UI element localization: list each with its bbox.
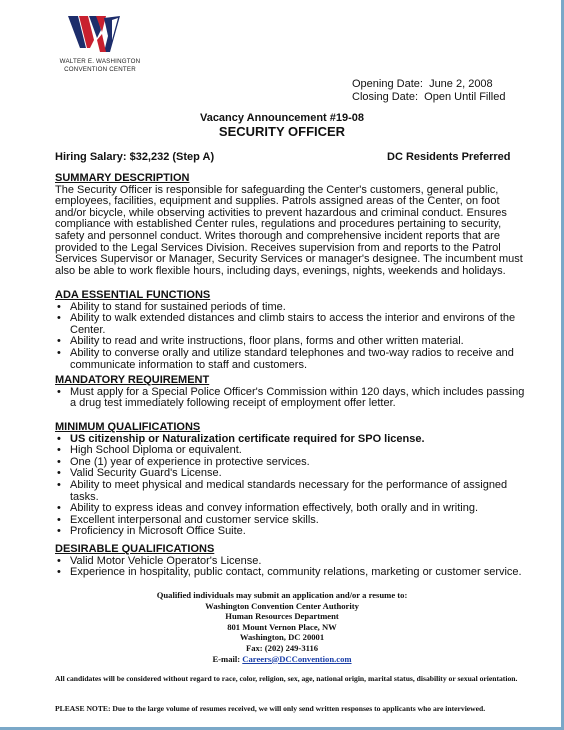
contact-dept: Human Resources Department	[225, 611, 339, 622]
list-item: • Ability to express ideas and convey information effectively, both orally and in writing.	[55, 503, 525, 515]
list-item: • Valid Security Guard's License.	[55, 468, 525, 480]
mandatory-heading: MANDATORY REQUIREMENT	[55, 374, 210, 386]
mandatory-list	[55, 387, 525, 410]
email-link[interactable]: Careers@DCConvention.com	[242, 653, 352, 664]
contact-fax: Fax: (202) 249-3116	[245, 642, 319, 653]
equal-opportunity-statement: All candidates will be considered without regard to race, color, religion, sex, age, national origin, marital status, disability or sexual orientation.	[55, 674, 518, 683]
contact-org: Washington Convention Center Authority	[205, 600, 359, 611]
convention-center-logo	[48, 14, 152, 80]
list-item: • Ability to converse orally and utilize standard telephones and two-way radios to receive and communicate information to staff and customers.	[55, 348, 525, 371]
opening-date-label: Opening Date:	[352, 78, 423, 90]
minimum-section	[55, 422, 525, 538]
closing-date-value: Open Until Filled	[424, 91, 506, 103]
minimum-list	[55, 434, 525, 538]
list-item: • Proficiency in Microsoft Office Suite.	[55, 526, 525, 538]
contact-city: Washington, DC 20001	[239, 632, 325, 643]
contact-email-row	[0, 654, 564, 665]
desirable-list	[55, 556, 525, 579]
list-item: • High School Diploma or equivalent.	[55, 445, 525, 457]
ada-heading: ADA ESSENTIAL FUNCTIONS	[55, 289, 211, 301]
residency-preference: DC Residents Preferred	[387, 151, 511, 163]
ada-list	[55, 302, 525, 372]
org-line-2: CONVENTION CENTER	[64, 66, 136, 73]
closing-date-label: Closing Date:	[352, 91, 419, 103]
list-item: • Ability to read and write instructions, floor plans, forms and other written material.	[55, 336, 525, 348]
contact-block	[0, 590, 564, 664]
list-item: • Experience in hospitality, public contact, community relations, marketing or customer service.	[55, 567, 525, 579]
summary-text: The Security Officer is responsible for safeguarding the Center's customers, general public, employees, facilities, equipment and supplies. Patrols assigned areas of the Center, on foot and/or bicycle, while observing activities to prevent hazardous and criminal conduct. Ensures compliance with established Center rules, regulations and procedures pertaining to security, safety and personnel conduct. Writes thorough and comprehensive incident reports that are provided to the Legal Services Division. Receives supervision from and reports to the Patrol Services Supervisor or Manager, Security Services or manager's designee. The incumbent must also be able to work flexible hours, including days, evenings, nights, weekends and holidays.	[55, 183, 523, 277]
list-item: • Excellent interpersonal and customer service skills.	[55, 515, 525, 527]
please-note: PLEASE NOTE: Due to the large volume of resumes received, we will only send written responses to applicants who are interviewed.	[55, 704, 486, 713]
opening-date-row	[352, 78, 506, 91]
closing-date-row	[352, 91, 506, 104]
email-label: E-mail:	[212, 653, 241, 664]
list-item: • One (1) year of experience in protective services.	[55, 457, 525, 469]
ada-section	[55, 290, 525, 371]
list-item: • Ability to meet physical and medical standards necessary for the performance of assigned tasks.	[55, 480, 525, 503]
job-title: SECURITY OFFICER	[218, 124, 346, 139]
contact-street: 801 Mount Vernon Place, NW	[227, 621, 337, 632]
dates-block	[352, 78, 506, 104]
minimum-heading: MINIMUM QUALIFICATIONS	[55, 421, 201, 433]
desirable-heading: DESIRABLE QUALIFICATIONS	[55, 543, 215, 555]
hiring-salary: Hiring Salary: $32,232 (Step A)	[55, 151, 215, 163]
summary-heading: SUMMARY DESCRIPTION	[55, 172, 190, 184]
list-item: • Ability to stand for sustained periods of time.	[55, 302, 525, 314]
org-line-1: WALTER E. WASHINGTON	[59, 58, 141, 65]
list-item: • US citizenship or Naturalization certificate required for SPO license.	[55, 434, 525, 446]
flag-w-logo-icon	[66, 14, 122, 58]
summary-section	[55, 173, 525, 277]
desirable-section	[55, 544, 525, 579]
organization-name	[48, 58, 152, 74]
list-item: • Ability to walk extended distances and climb stairs to access the interior and environs of the Center.	[55, 313, 525, 336]
contact-intro: Qualified individuals may submit an application and/or a resume to:	[156, 590, 408, 600]
list-item: • Must apply for a Special Police Officer's Commission within 120 days, which includes passing a drug test immediately following receipt of employment offer letter.	[55, 387, 525, 410]
list-item: • Valid Motor Vehicle Operator's License.	[55, 556, 525, 568]
vacancy-number: Vacancy Announcement #19-08	[199, 112, 365, 124]
mandatory-section	[55, 375, 525, 410]
opening-date-value: June 2, 2008	[429, 78, 493, 90]
